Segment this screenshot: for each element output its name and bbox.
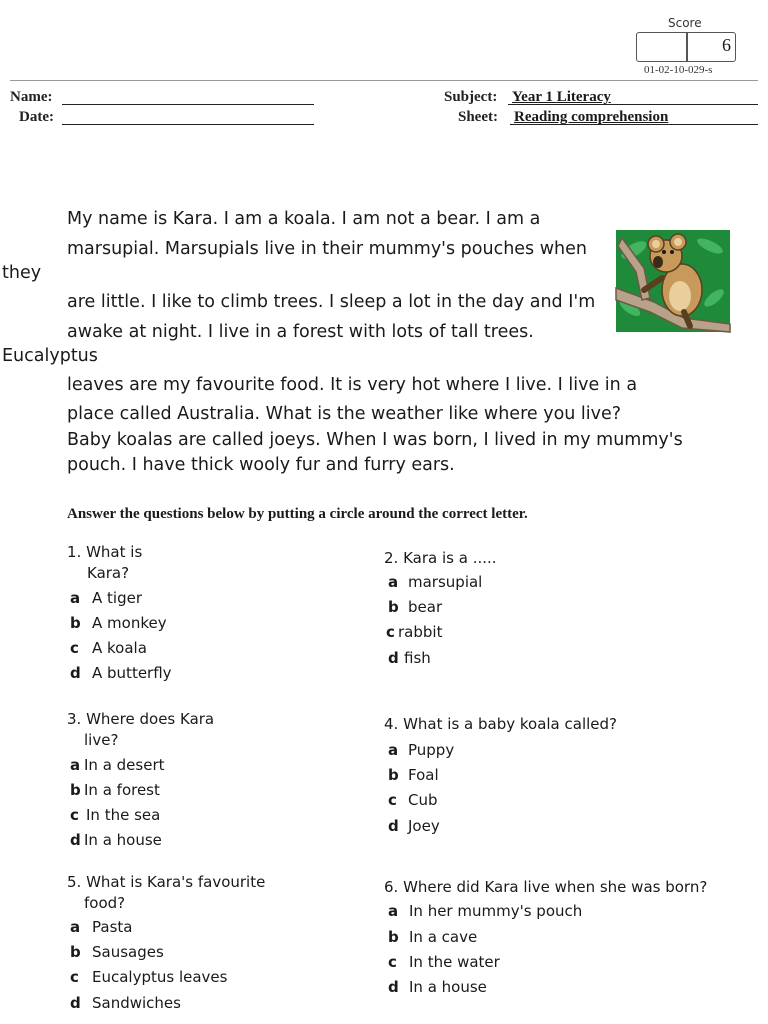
option-text: In a cave	[409, 928, 478, 946]
option-letter[interactable]: b	[70, 614, 81, 632]
option-letter[interactable]: d	[388, 817, 399, 835]
option-letter[interactable]: b	[70, 781, 81, 799]
passage-line: Baby koalas are called joeys. When I was born, I lived in my mummy's	[67, 430, 683, 450]
passage-line: marsupial. Marsupials live in their mummy's pouches when	[67, 239, 587, 259]
option-text: In her mummy's pouch	[409, 902, 583, 920]
option-text: In a house	[84, 831, 162, 849]
option-text: In a forest	[84, 781, 160, 799]
option-letter[interactable]: c	[388, 791, 397, 809]
subject-value: Year 1 Literacy	[512, 89, 611, 105]
option-2d[interactable]	[388, 649, 431, 667]
option-3d[interactable]	[70, 831, 162, 849]
option-letter[interactable]: a	[70, 918, 81, 936]
option-1a[interactable]	[70, 589, 142, 607]
option-4a[interactable]	[388, 741, 454, 759]
option-text: A butterfly	[92, 664, 172, 682]
instructions: Answer the questions below by putting a circle around the correct letter.	[67, 506, 528, 522]
option-letter[interactable]: c	[70, 806, 79, 824]
question-text: Kara?	[87, 564, 130, 582]
question-3	[67, 709, 214, 751]
question-text: What is Kara's favourite	[86, 873, 266, 891]
option-4b[interactable]	[388, 766, 439, 784]
sheet-value: Reading comprehension	[514, 109, 669, 125]
question-text: Kara is a .....	[403, 549, 497, 567]
sheet-label: Sheet:	[458, 109, 498, 125]
option-text: Eucalyptus leaves	[92, 968, 228, 986]
passage-line: place called Australia. What is the weather like where you live?	[67, 404, 622, 424]
option-5c[interactable]	[70, 968, 227, 986]
option-text: fish	[404, 649, 431, 667]
option-text: Sandwiches	[92, 994, 181, 1012]
option-5d[interactable]	[70, 994, 181, 1012]
option-letter[interactable]: d	[70, 664, 81, 682]
question-number: 2.	[384, 549, 399, 567]
option-letter[interactable]: c	[70, 968, 79, 986]
option-text: A monkey	[92, 614, 167, 632]
option-text: In a desert	[84, 756, 165, 774]
option-6d[interactable]	[388, 978, 487, 996]
option-text: Cub	[408, 791, 438, 809]
passage-line: are little. I like to climb trees. I sleep a lot in the day and I'm	[67, 292, 596, 312]
option-text: Sausages	[92, 943, 164, 961]
question-5	[67, 872, 265, 914]
option-text: Pasta	[92, 918, 133, 936]
score-label: Score	[668, 16, 702, 30]
option-letter[interactable]: b	[70, 943, 81, 961]
score-value: 6	[722, 35, 731, 55]
passage-line: leaves are my favourite food. It is very hot where I live. I live in a	[67, 375, 638, 395]
option-text: bear	[408, 598, 443, 616]
option-letter[interactable]: d	[388, 978, 399, 996]
option-letter[interactable]: b	[388, 928, 399, 946]
option-3a[interactable]	[70, 756, 165, 774]
question-text: Where did Kara live when she was born?	[403, 878, 708, 896]
question-number: 6.	[384, 878, 399, 896]
passage-line: pouch. I have thick wooly fur and furry ears.	[67, 455, 455, 475]
option-text: Foal	[408, 766, 439, 784]
option-text: In the water	[409, 953, 500, 971]
option-text: In a house	[409, 978, 487, 996]
option-letter[interactable]: a	[388, 902, 399, 920]
score-box	[636, 32, 736, 62]
date-label: Date:	[19, 109, 54, 125]
passage-line: Eucalyptus	[2, 346, 98, 366]
option-4c[interactable]	[388, 791, 438, 809]
option-letter[interactable]: d	[70, 994, 81, 1012]
option-text: A koala	[92, 639, 147, 657]
option-letter[interactable]: c	[388, 953, 397, 971]
option-2a[interactable]	[388, 573, 482, 591]
question-number: 1.	[67, 543, 82, 561]
option-text: marsupial	[408, 573, 483, 591]
option-letter[interactable]: a	[70, 589, 81, 607]
question-text: Where does Kara	[86, 710, 215, 728]
option-letter[interactable]: b	[388, 598, 399, 616]
option-letter[interactable]: b	[388, 766, 399, 784]
option-4d[interactable]	[388, 817, 440, 835]
option-1c[interactable]	[70, 639, 147, 657]
option-5b[interactable]	[70, 943, 164, 961]
question-text: What is	[86, 543, 143, 561]
option-letter[interactable]: a	[388, 741, 399, 759]
name-label: Name:	[10, 89, 53, 105]
subject-label: Subject:	[444, 89, 498, 105]
option-letter[interactable]: d	[388, 649, 399, 667]
option-text: In the sea	[86, 806, 161, 824]
option-letter[interactable]: c	[70, 639, 79, 657]
sheet-code: 01-02-10-029-s	[644, 64, 713, 76]
name-field[interactable]	[62, 89, 314, 105]
option-6b[interactable]	[388, 928, 477, 946]
option-2b[interactable]	[388, 598, 442, 616]
option-2c[interactable]	[386, 623, 442, 641]
question-4	[384, 714, 617, 735]
option-5a[interactable]	[70, 918, 132, 936]
question-6	[384, 877, 707, 898]
option-letter[interactable]: a	[70, 756, 81, 774]
option-text: rabbit	[398, 623, 443, 641]
header-divider	[10, 80, 758, 81]
question-text: What is a baby koala called?	[403, 715, 617, 733]
question-number: 5.	[67, 873, 82, 891]
question-text: live?	[84, 731, 119, 749]
question-2	[384, 548, 497, 569]
question-1	[67, 542, 142, 584]
passage-line: awake at night. I live in a forest with lots of tall trees.	[67, 322, 534, 342]
option-text: Joey	[408, 817, 440, 835]
option-text: Puppy	[408, 741, 455, 759]
option-3b[interactable]	[70, 781, 160, 799]
option-6c[interactable]	[388, 953, 500, 971]
option-letter[interactable]: c	[386, 623, 395, 641]
option-letter[interactable]: a	[388, 573, 399, 591]
question-number: 3.	[67, 710, 82, 728]
score-box-divider	[686, 33, 688, 61]
option-3c[interactable]	[70, 806, 160, 824]
option-6a[interactable]	[388, 902, 582, 920]
passage-line: they	[2, 263, 42, 283]
option-text: A tiger	[92, 589, 142, 607]
option-1b[interactable]	[70, 614, 167, 632]
option-1d[interactable]	[70, 664, 172, 682]
koala-on-branch-icon	[614, 228, 732, 334]
date-field[interactable]	[62, 109, 314, 125]
passage-line: My name is Kara. I am a koala. I am not a bear. I am a	[67, 209, 541, 229]
question-number: 4.	[384, 715, 399, 733]
option-letter[interactable]: d	[70, 831, 81, 849]
question-text: food?	[84, 894, 126, 912]
